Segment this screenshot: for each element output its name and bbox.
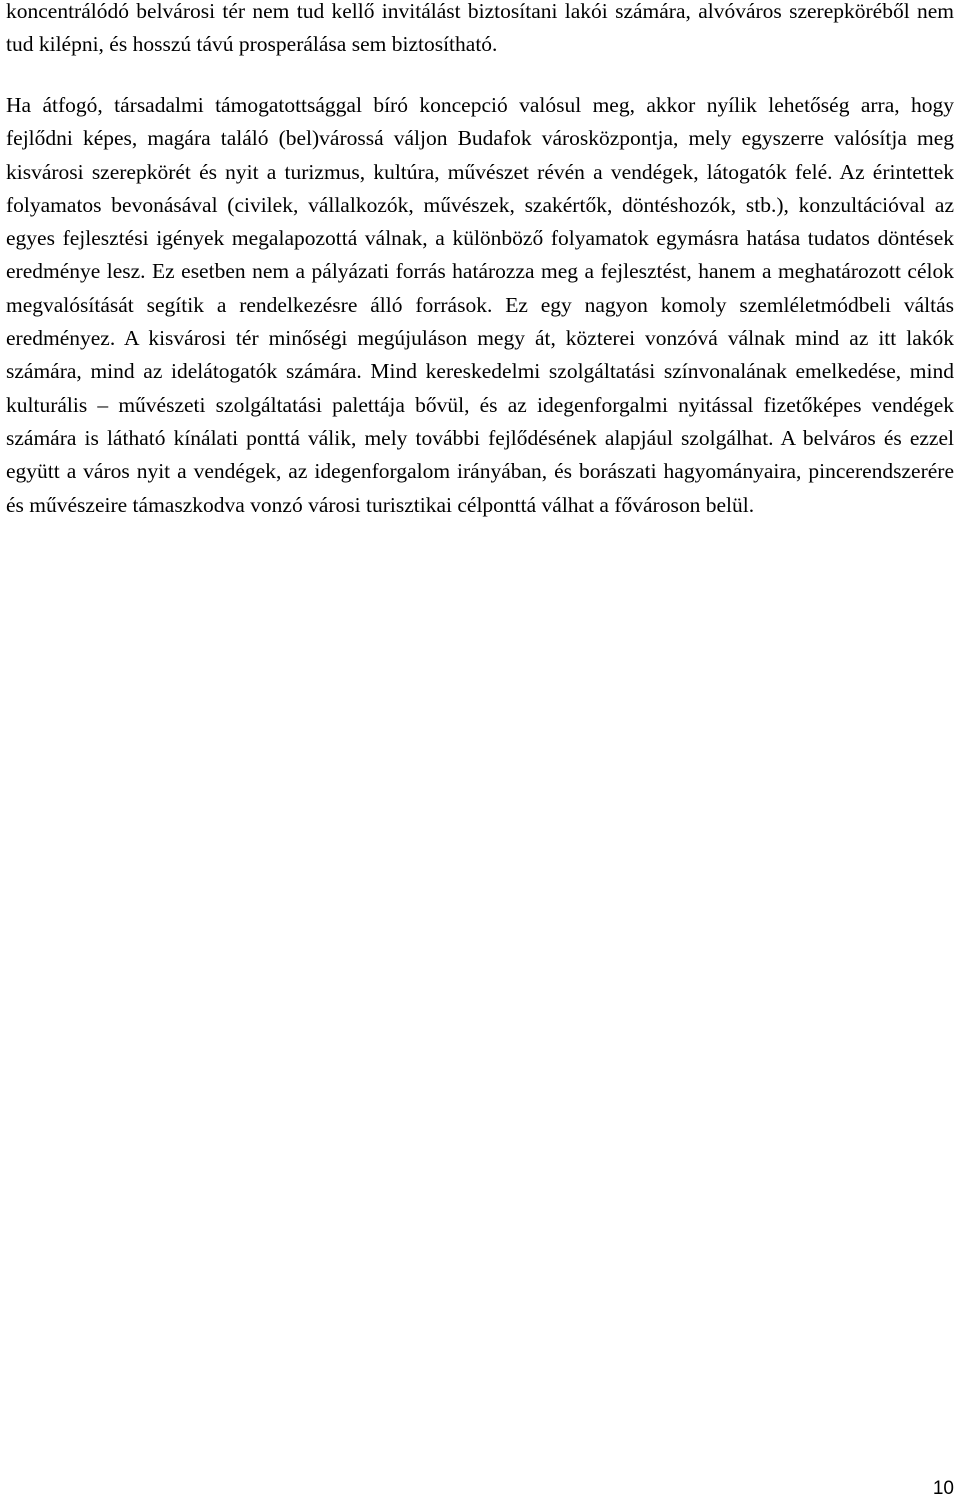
paragraph-continuation: koncentrálódó belvárosi tér nem tud kellő invitálást biztosítani lakói számára, alvóváros szerepköréből nem tud kilépni, és hosszú távú prosperálása sem biztosítható. xyxy=(6,0,954,57)
paragraph-main: Ha átfogó, társadalmi támogatottsággal bíró koncepció valósul meg, akkor nyílik lehetőség arra, hogy fejlődni képes, magára találó (bel)várossá váljon Budafok városközpontja, mely egyszerre valósítja meg kisvárosi szerepkörét és nyit a turizmus, kultúra, művészet révén a vendégek, látogatók felé. Az érintettek folyamatos bevonásával (civilek, vállalkozók, művészek, szakértők, döntéshozók, stb.), konzultációval az egyes fejlesztési igények megalapozottá válnak, a különböző folyamatok egymásra hatása tudatos döntések eredménye lesz. Ez esetben nem a pályázati forrás határozza meg a fejlesztést, hanem a meghatározott célok megvalósítását segítik a rendelkezésre álló források. Ez egy nagyon komoly szemléletmódbeli váltás eredményez. A kisvárosi tér minőségi megújuláson megy át, közterei vonzóvá válnak mind az itt lakók számára, mind az idelátogatók számára. Mind kereskedelmi szolgáltatási színvonalának emelkedése, mind kulturális – művészeti szolgáltatási palettája bővül, és az idegenforgalmi nyitással fizetőképes vendégek számára is látható kínálati ponttá válik, mely további fejlődésének alapjául szolgálhat. A belváros és ezzel együtt a város nyit a vendégek, az idegenforgalom irányában, és borászati hagyományaira, pincerendszerére és művészeire támaszkodva vonzó városi turisztikai célponttá válhat a fővároson belül. xyxy=(6,93,954,517)
page-number: 10 xyxy=(932,1478,954,1499)
